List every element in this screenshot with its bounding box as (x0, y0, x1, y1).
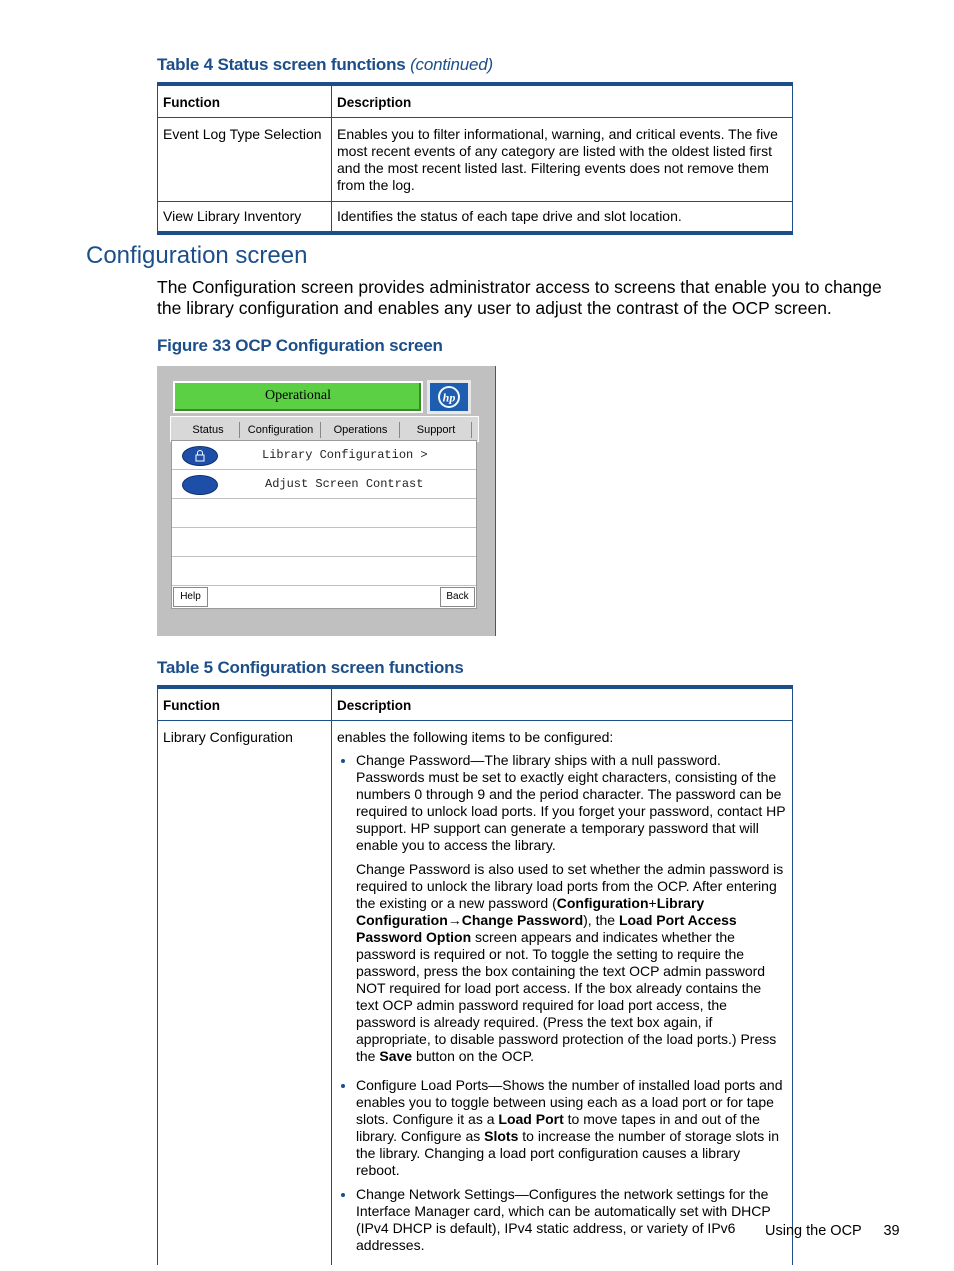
hp-logo-text: hp (442, 390, 456, 405)
section-intro: The Configuration screen provides administrator access to screens that enable you to change the library configuration and enables any user to adjust the contrast of the OCP screen. (157, 277, 882, 318)
list-item[interactable] (172, 441, 476, 470)
tab-status[interactable]: Status (177, 422, 240, 438)
table-row (158, 202, 793, 234)
lock-icon (183, 447, 217, 465)
hp-logo (427, 380, 471, 414)
ocp-menu-list (171, 440, 477, 609)
tab-support[interactable]: Support (401, 422, 472, 438)
list-item (356, 1186, 787, 1254)
change-password-detail: Change Password is also used to set whether the admin password is required to unlock the library load ports from the OCP. After entering the existing or a new password (Configuration+Library Configuration→Change Password), the Load Port Access Password Option screen appears and indicates whether the password is required or not. To toggle the setting to require the password, press the box containing the text OCP admin password NOT required for load port access. If the box already contains the text OCP admin password required for load port access, the password is already required. (Press the text box again, if appropriate, to disable password protection of the load ports.) Press the Save button on the OCP. (356, 861, 784, 1064)
list-item (356, 1077, 787, 1179)
table4-cell-description: Enables you to filter informational, warning, and critical events. The five most recent events of any category are listed with the oldest listed first and the most recent listed last. Filtering events does not remove them from the log. (332, 118, 793, 202)
back-button[interactable]: Back (440, 587, 475, 607)
table5-caption: Table 5 Configuration screen functions (157, 658, 464, 677)
figure-caption: Figure 33 OCP Configuration screen (157, 336, 443, 355)
table-row (158, 118, 793, 202)
section-title: Configuration screen (86, 242, 308, 269)
contrast-button[interactable] (182, 475, 218, 495)
lock-button[interactable] (182, 446, 218, 466)
list-item (356, 752, 787, 1065)
ocp-screen (157, 366, 496, 636)
table4-cell-description: Identifies the status of each tape drive and slot location. (332, 202, 793, 234)
list-item (172, 499, 476, 528)
tab-configuration[interactable]: Configuration (241, 422, 321, 438)
help-button[interactable]: Help (173, 587, 208, 607)
configure-load-ports-text: Configure Load Ports—Shows the number of installed load ports and enables you to toggle between using each as a load port or for tape slots. Configure it as a Load Port to move tapes in and out of the library. Configure as Slots to increase the number of storage slots in the library. Changing a load port configuration causes a library reboot. (356, 1077, 783, 1178)
table4 (157, 82, 793, 235)
ocp-tab-bar (170, 416, 479, 442)
table4-header-description: Description (332, 84, 793, 118)
list-item[interactable] (172, 470, 476, 499)
library-configuration-item: Library Configuration > (262, 448, 428, 462)
page-number: 39 (883, 1223, 900, 1239)
adjust-contrast-item: Adjust Screen Contrast (265, 477, 424, 491)
table-row (158, 721, 793, 1266)
tab-operations[interactable]: Operations (322, 422, 400, 438)
table5-header-function: Function (158, 687, 332, 721)
table4-cell-function: View Library Inventory (158, 202, 332, 234)
change-network-settings-text: Change Network Settings—Configures the network settings for the Interface Manager card, which can be automatically set with DHCP (IPv4 DHCP is default), IPv4 static address, or variety of IPv6 addresses. (356, 1186, 771, 1253)
change-password-text: • Change Password—The library ships with a null password. Passwords must be set to exactly eight characters, consisting of the numbers 0 through 9 and the period character. The password can be required to unlock load ports. If you forget your password, contact HP support. HP support can generate a temporary password that will enable you to access the library. (356, 752, 786, 853)
hp-logo-icon (430, 383, 468, 411)
table4-caption (157, 55, 493, 75)
table4-caption-title: Table 4 Status screen functions (157, 55, 406, 74)
footer-label: Using the OCP (765, 1223, 862, 1239)
table4-cell-function: Event Log Type Selection (158, 118, 332, 202)
table5-cell-description (332, 721, 793, 1266)
list-item (172, 557, 476, 586)
table5 (157, 685, 793, 1265)
config-items-list (337, 752, 787, 1254)
table4-caption-continued: (continued) (410, 55, 493, 74)
footer (765, 1223, 900, 1239)
list-item (172, 528, 476, 557)
table4-header-function: Function (158, 84, 332, 118)
ocp-status-bar: Operational (173, 381, 423, 413)
table5-cell-function: Library Configuration (158, 721, 332, 1266)
table5-header-description: Description (332, 687, 793, 721)
table5-intro: enables the following items to be configured: (337, 729, 614, 745)
